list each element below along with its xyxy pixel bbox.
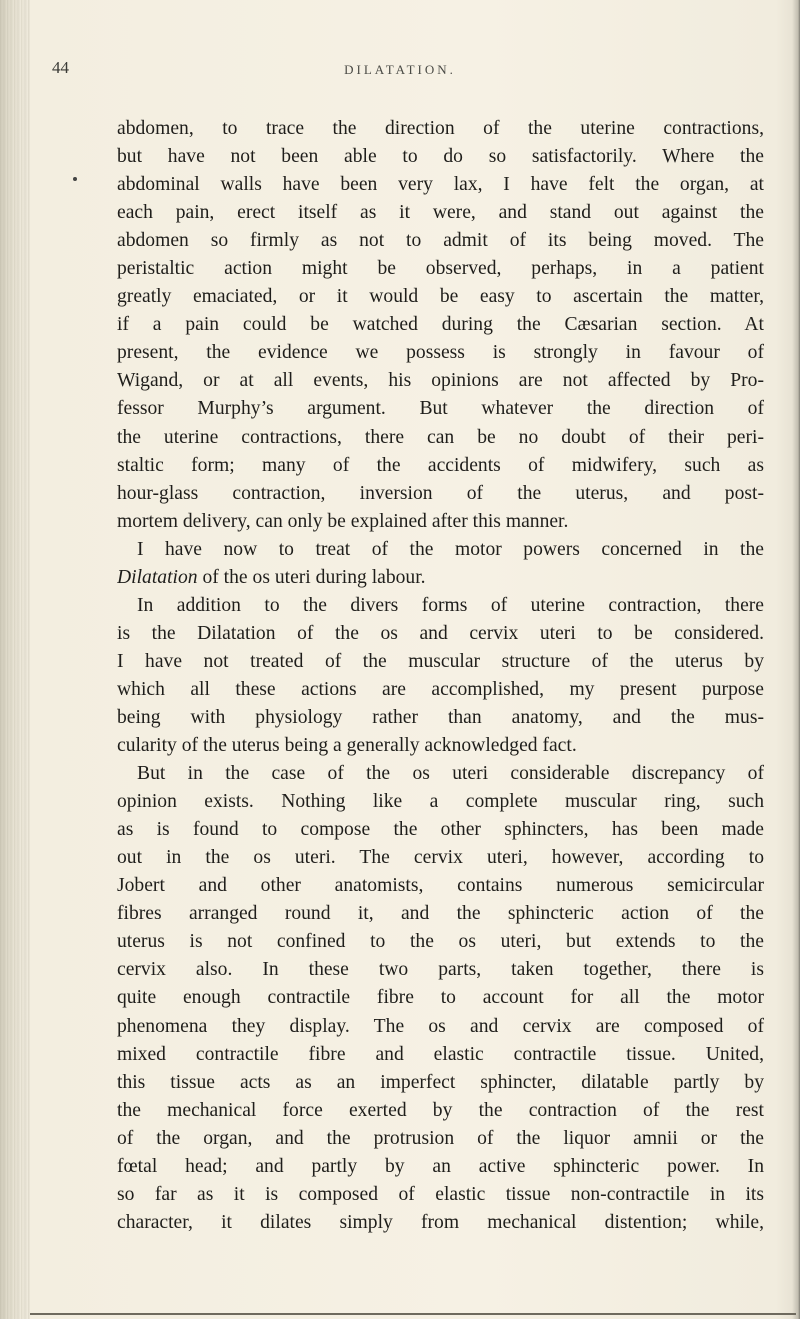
text-line: I have not treated of the muscular structure of the uterus by [117, 650, 764, 672]
text-line: as is found to compose the other sphincters, has been made [117, 819, 764, 841]
text-line: abdominal walls have been very lax, I have felt the organ, at [117, 174, 764, 196]
text-line: hour-glass contraction, inversion of the uterus, and post- [117, 482, 764, 504]
page-bottom-edge [30, 1313, 796, 1315]
text-line: which all these actions are accomplished, my present purpose [117, 678, 764, 700]
text-line: But in the case of the os uteri considerable discrepancy of [137, 763, 764, 785]
text-line: quite enough contractile fibre to account for all the motor [117, 987, 764, 1009]
text-line: of the organ, and the protrusion of the liquor amnii or the [117, 1127, 764, 1149]
text-segment: of the os uteri during labour. [197, 566, 426, 588]
text-line: phenomena they display. The os and cervix are composed of [117, 1015, 764, 1037]
text-line: mixed contractile fibre and elastic contractile tissue. United, [117, 1043, 764, 1065]
body-text [117, 115, 764, 1237]
running-head: DILATATION. [344, 62, 456, 77]
text-line: greatly emaciated, or it would be easy to ascertain the matter, [117, 286, 764, 308]
text-line: cervix also. In these two parts, taken together, there is [117, 959, 764, 981]
text-line: abdomen, to trace the direction of the uterine contractions, [117, 118, 764, 139]
text-line: opinion exists. Nothing like a complete muscular ring, such [117, 791, 764, 813]
text-line: Jobert and other anatomists, contains numerous semicircular [117, 875, 764, 897]
text-line: but have not been able to do so satisfactorily. Where the [117, 146, 764, 168]
text-line: fœtal head; and partly by an active sphincteric power. In [117, 1155, 764, 1177]
text-line: this tissue acts as an imperfect sphincter, dilatable partly by [117, 1071, 764, 1093]
text-line: each pain, erect itself as it were, and stand out against the [117, 202, 764, 224]
page-spine-shadow [0, 0, 30, 1319]
text-line: In addition to the divers forms of uterine contraction, there [137, 594, 764, 616]
text-line: being with physiology rather than anatomy, and the mus- [117, 706, 764, 728]
margin-mark [73, 177, 77, 181]
text-line: cularity of the uterus being a generally acknowledged fact. [117, 735, 577, 757]
text-line: peristaltic action might be observed, perhaps, in a patient [117, 258, 764, 280]
text-line: fibres arranged round it, and the sphincteric action of the [117, 903, 764, 925]
text-line: out in the os uteri. The cervix uteri, however, according to [117, 847, 764, 869]
text-line: abdomen so firmly as not to admit of its being moved. The [117, 230, 764, 252]
page-edge-shadow [792, 0, 800, 1319]
text-line: is the Dilatation of the os and cervix uteri to be considered. [117, 622, 764, 644]
text-line: mortem delivery, can only be explained after this manner. [117, 510, 569, 532]
text-line: staltic form; many of the accidents of midwifery, such as [117, 454, 764, 476]
text-line: so far as it is composed of elastic tissue non-contractile in its [117, 1183, 764, 1205]
text-line [117, 564, 764, 592]
text-line: Wigand, or at all events, his opinions are not affected by Pro- [117, 370, 764, 392]
text-line: the mechanical force exerted by the contraction of the rest [117, 1099, 764, 1121]
text-line: fessor Murphy’s argument. But whatever the direction of [117, 398, 764, 420]
italic-term: Dilatation [117, 566, 198, 588]
text-line: if a pain could be watched during the Cæsarian section. At [117, 314, 764, 336]
text-line: the uterine contractions, there can be no doubt of their peri- [117, 426, 764, 448]
text-line: uterus is not confined to the os uteri, but extends to the [117, 931, 764, 953]
text-line: I have now to treat of the motor powers concerned in the [137, 538, 764, 560]
text-line: character, it dilates simply from mechanical distention; while, [117, 1211, 764, 1233]
page-number: 44 [52, 58, 69, 77]
text-line: present, the evidence we possess is strongly in favour of [117, 342, 764, 364]
